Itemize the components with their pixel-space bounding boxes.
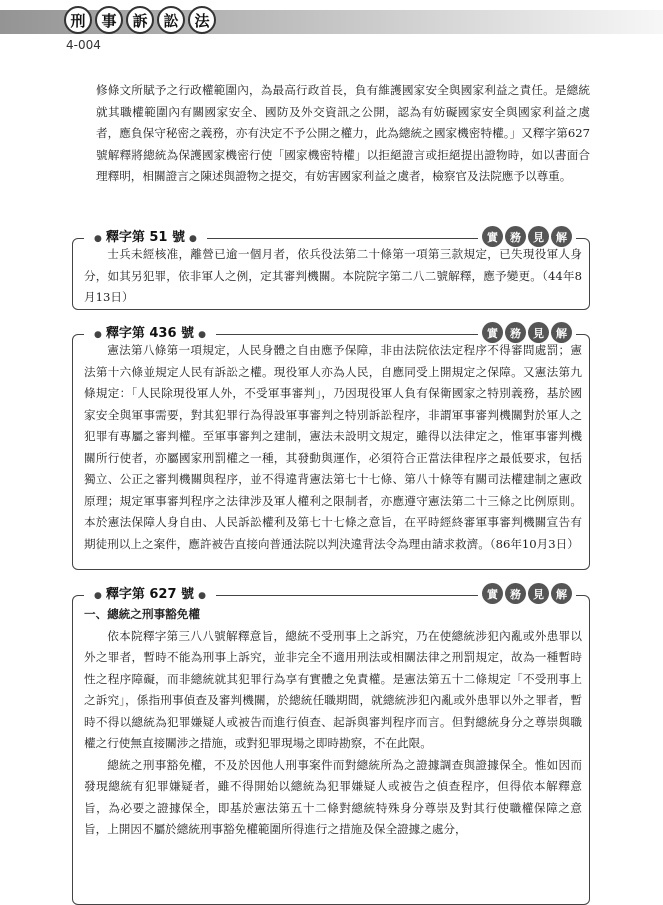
section-paragraph: 總統之刑事豁免權，不及於因他人刑事案件而對總統所為之證據調查與證據保全。惟如因而發現總統有犯罪嫌疑者，雖不得開始以總統為犯罪嫌疑人或被告之偵查程序，但得依本解釋意旨，為必要之證據保全，即基於憲法第五十二條對總統特殊身分尊崇及對其行使職權保障之意旨，上開因不屬於總統刑事豁免權範圍所得進行之措施及保全證據之處分， bbox=[84, 757, 582, 836]
section-body-51 bbox=[84, 244, 582, 309]
badge-char: 見 bbox=[528, 583, 549, 604]
badge-char: 實 bbox=[482, 322, 503, 343]
badge-char: 務 bbox=[505, 226, 526, 247]
title-char: 事 bbox=[95, 6, 123, 34]
badge-char: 實 bbox=[482, 583, 503, 604]
practice-badge bbox=[478, 583, 576, 604]
section-title: ● 釋字第 627 號 ● bbox=[84, 585, 216, 606]
badge-char: 務 bbox=[505, 583, 526, 604]
intro-paragraph: 修條文所賦予之行政權範圍內，為最高行政首長，負有維護國家安全與國家利益之責任。是總統就其職權範圍內有關國家安全、國防及外交資訊之公開，認為有妨礙國家安全與國家利益之虞者，應負保守秘密之義務，亦有決定不予公開之權力，此為總統之國家機密特權。」又釋字第627號解釋將總統為保護國家機密行使「國家機密特權」以拒絕證言或拒絕提出證物時，如以書面合理釋明，相關證言之陳述與證物之提交，有妨害國家利益之虞者，檢察官及法院應予以尊重。 bbox=[96, 83, 590, 183]
intro-block bbox=[96, 80, 590, 188]
title-char: 訟 bbox=[157, 6, 185, 34]
section-body-627 bbox=[84, 604, 582, 841]
section-header-627 bbox=[72, 585, 590, 605]
badge-char: 實 bbox=[482, 226, 503, 247]
badge-char: 解 bbox=[551, 226, 572, 247]
badge-char: 務 bbox=[505, 322, 526, 343]
section-paragraph: 依本院釋字第三八八號解釋意旨，總統不受刑事上之訴究，乃在使總統涉犯內亂或外患罪以外之罪者，暫時不能為刑事上訴究，並非完全不適用刑法或相關法律之刑罰規定，故為一種暫時性之程序障礙，而非總統就其犯罪行為享有實體之免責權。是憲法第五十二條規定「不受刑事上之訴究」，係指刑事偵查及審判機關，於總統任職期間，就總統涉犯內亂或外患罪以外之罪者，暫時不得以總統為犯罪嫌疑人或被告而進行偵查、起訴與審判程序而言。但對總統身分之尊崇與職權之行使無直接關涉之措施，或對犯罪現場之即時勘察，不在此限。 bbox=[84, 628, 582, 750]
section-title: ● 釋字第 51 號 ● bbox=[84, 228, 207, 249]
section-subheading: 一、總統之刑事豁免權 bbox=[84, 607, 200, 621]
page-number: 4-004 bbox=[66, 38, 101, 52]
section-paragraph: 憲法第八條第一項規定，人民身體之自由應予保障，非由法院依法定程序不得審問處罰；憲法第十六條並規定人民有訴訟之權。現役軍人亦為人民，自應同受上開規定之保障。又憲法第九條規定：「人民除現役軍人外，不受軍事審判」，乃因現役軍人負有保衛國家之特別義務，基於國家安全與軍事需要，對其犯罪行為得設軍事審判之特別訴訟程序，非謂軍事審判機關對於軍人之犯罪有專屬之審判權。至軍事審判之建制，憲法未設明文規定，雖得以法律定之，惟軍事審判機關所行使者，亦屬國家刑罰權之一種，其發動與運作，必須符合正當法律程序之最低要求，包括獨立、公正之審判機關與程序，並不得違背憲法第七十七條、第八十條等有關司法權建制之憲政原理；規定軍事審判程序之法律涉及軍人權利之限制者，亦應遵守憲法第二十三條之比例原則。本於憲法保障人身自由、人民訴訟權利及第七十七條之意旨，在平時經終審軍事審判機關宣告有期徒刑以上之案件，應許被告直接向普通法院以判決違背法令為理由請求救濟。（86年10月3日） bbox=[84, 343, 582, 551]
title-char: 法 bbox=[188, 6, 216, 34]
section-body-436 bbox=[84, 340, 582, 555]
title-char: 刑 bbox=[64, 6, 92, 34]
section-title: ● 釋字第 436 號 ● bbox=[84, 324, 216, 345]
badge-char: 解 bbox=[551, 322, 572, 343]
badge-char: 見 bbox=[528, 322, 549, 343]
badge-char: 見 bbox=[528, 226, 549, 247]
book-title bbox=[64, 6, 216, 34]
badge-char: 解 bbox=[551, 583, 572, 604]
page-header bbox=[0, 0, 663, 52]
title-char: 訴 bbox=[126, 6, 154, 34]
section-paragraph: 士兵未經核准，離營已逾一個月者，依兵役法第二十條第一項第三款規定，已失現役軍人身分，如其另犯罪，依非軍人之例，定其審判機關。本院院字第二八二號解釋，應予變更。（44年8月13日） bbox=[84, 247, 582, 304]
